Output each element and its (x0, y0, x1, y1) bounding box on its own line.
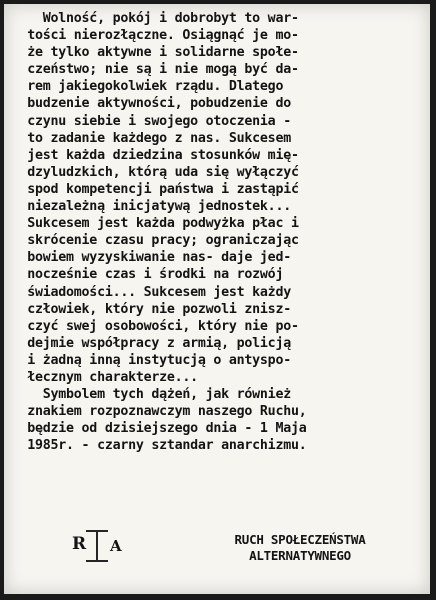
ruch-logo (64, 532, 138, 562)
logo-letter-a: A (110, 537, 122, 555)
text-line-8: to zadanie każdego z nas. Sukcesem (4, 130, 291, 146)
signature-block (190, 532, 410, 564)
text-line-25: będzie od dzisiejszego dnia - 1 Maja (4, 421, 307, 437)
text-line-9: jest każda dziedzina stosunków mię- (4, 147, 299, 163)
text-line-3: że tylko aktywne i solidarne społe- (4, 45, 299, 61)
text-line-11: spod kompetencji państwa i zastąpić (4, 181, 299, 197)
text-line-12: niezależną inicjatywą jednostek... (4, 199, 291, 215)
text-line-16: nocześnie czas i środki na rozwój (4, 267, 284, 283)
text-line-10: dzyludzkich, którą uda się wyłączyć (4, 164, 299, 180)
text-line-13: Sukcesem jest każda podwyżka płac i (4, 216, 299, 232)
text-line-22: łecznym charakterze... (4, 369, 198, 385)
text-line-20: dejmie współpracy z armią, policją (4, 335, 291, 351)
logo-divider (96, 532, 98, 560)
text-line-21: i żadną inną instytucją o antyspo- (4, 352, 291, 368)
text-line-17: świadomości... Sukcesem jest każdy (4, 284, 291, 300)
text-line-18: człowiek, który nie pozwoli znisz- (4, 301, 291, 317)
text-line-2: tości nierozłączne. Osiągnąć je mo- (4, 28, 299, 44)
logo-letter-r: R (72, 534, 87, 554)
text-line-24: znakiem rozpoznawczym naszego Ruchu, (4, 404, 307, 420)
leaflet-sheet (4, 4, 430, 594)
logo-bar-bottom (86, 560, 108, 562)
text-line-23: Symbolem tych dążeń, jak również (4, 387, 291, 403)
signature-line-1: RUCH SPOŁECZEŃSTWA (234, 532, 366, 547)
text-line-6: budzenie aktywności, pobudzenie do (4, 96, 291, 112)
text-line-15: bowiem wyzyskiwanie nas- daje jed- (4, 250, 291, 266)
leaflet-body-text (4, 10, 430, 454)
text-line-5: rem jakiegokolwiek rządu. Dlatego (4, 79, 284, 95)
text-line-7: czynu siebie i swojego otoczenia - (4, 113, 291, 129)
text-line-1: Wolność, pokój i dobrobyt to war- (4, 11, 299, 26)
signature-line-2: ALTERNATYWNEGO (249, 548, 351, 563)
text-line-26: 1985r. - czarny sztandar anarchizmu. (4, 438, 307, 454)
text-line-19: czyć swej osobowości, który nie po- (4, 318, 299, 334)
text-line-14: skrócenie czasu pracy; ograniczając (4, 233, 299, 249)
text-line-4: czeństwo; nie są i nie mogą być da- (4, 62, 299, 78)
